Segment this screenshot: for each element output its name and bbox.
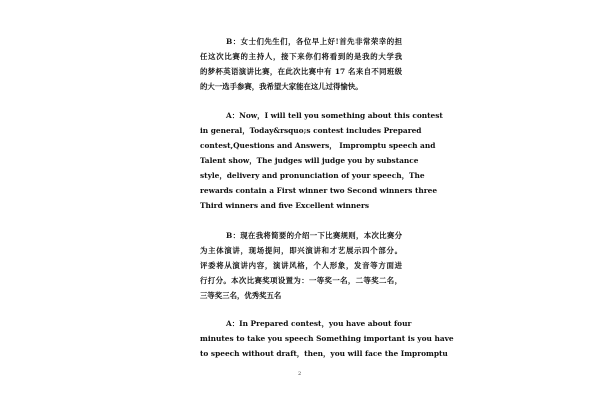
paragraph-line: B：女士们先生们，各位早上好!首先非常荣幸的担 (226, 37, 402, 46)
paragraph-line: 行打分。本次比赛奖项设置为：一等奖一名，二等奖二名， (200, 276, 402, 285)
paragraph-line: 的大一选手参赛，我希望大家能在这儿过得愉快。 (200, 82, 363, 91)
paragraph-host-a-prepared (200, 316, 454, 361)
paragraph-line: 任这次比赛的主持人，接下来你们将看到的是我的大学我 (200, 52, 402, 61)
paragraph-host-a-contest (200, 108, 443, 213)
paragraph-line: A：Now，I will tell you something about this contest (226, 111, 443, 120)
paragraph-line: rewards contain a First winner two Second winners three (200, 186, 438, 195)
paragraph-line: to speech without draft，then，you will face the Impromptu (200, 349, 448, 358)
paragraph-host-b-rules (200, 228, 402, 303)
paragraph-line: style，delivery and pronunciation of your speech，The (200, 171, 425, 180)
paragraph-line: 三等奖三名，优秀奖五名 (200, 291, 282, 300)
paragraph-line: 评委将从演讲内容，演讲风格，个人形象，发音等方面进 (200, 261, 402, 270)
paragraph-line: A：In Prepared contest，you have about four (226, 319, 412, 328)
paragraph-line: minutes to take you speech Something important is you have (200, 334, 454, 343)
paragraph-line: 的梦杯英语演讲比赛，在此次比赛中有 17 名来自不同班级 (200, 67, 402, 76)
paragraph-line: Third winners and five Excellent winners (200, 201, 369, 210)
page-number: 2 (298, 371, 302, 377)
paragraph-line: contest,Questions and Answers， Impromptu speech and (200, 141, 436, 150)
paragraph-line: in general，Today&rsquo;s contest includes Prepared (200, 126, 422, 135)
paragraph-line: Talent show，The judges will judge you by substance (200, 156, 419, 165)
paragraph-host-b-intro (200, 34, 402, 94)
paragraph-line: B：现在我将简要的介绍一下比赛规则，本次比赛分 (226, 231, 402, 240)
paragraph-line: 为主体演讲，现场提问，即兴演讲和才艺展示四个部分。 (200, 246, 402, 255)
